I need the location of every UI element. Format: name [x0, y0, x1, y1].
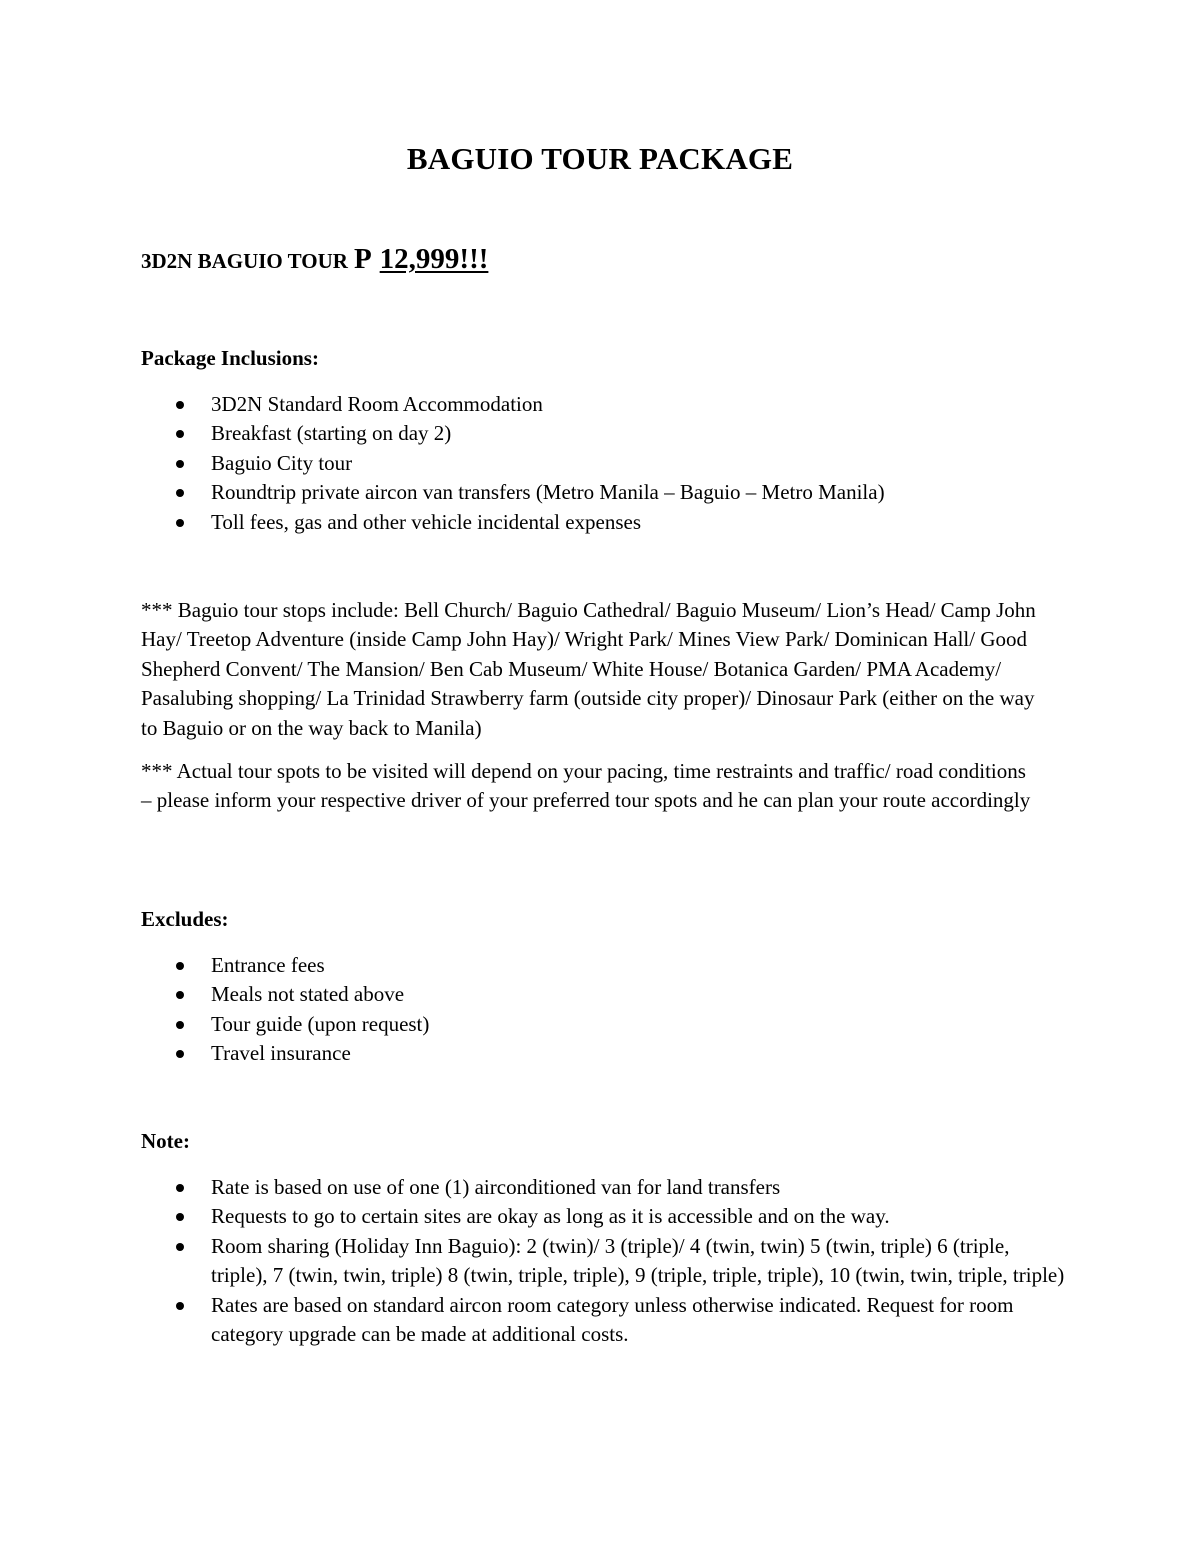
bullet-icon	[176, 1243, 184, 1251]
bullet-icon	[176, 1302, 184, 1310]
list-item	[141, 478, 1071, 507]
list-item-text: Tour guide (upon request)	[211, 1011, 430, 1036]
price-amount: 12,999!!!	[379, 243, 489, 275]
list-item-text: Toll fees, gas and other vehicle incidental expenses	[211, 509, 642, 534]
list-item	[141, 449, 1071, 478]
tour-spots-note-paragraph: *** Actual tour spots to be visited will depend on your pacing, time restraints and traffic/ road conditions – please inform your respective driver of your preferred tour spots and he can plan your route accordingly	[141, 759, 1031, 813]
note-heading: Note:	[141, 1129, 190, 1153]
bullet-icon	[176, 962, 184, 970]
inclusions-list	[141, 390, 1071, 537]
list-item	[141, 1010, 1071, 1039]
bullet-icon	[176, 430, 184, 438]
list-item	[141, 980, 1071, 1009]
bullet-icon	[176, 1050, 184, 1058]
list-item-text: Entrance fees	[211, 953, 325, 977]
excludes-heading: Excludes:	[141, 907, 229, 931]
list-item	[141, 1291, 1071, 1350]
bullet-icon	[176, 519, 184, 527]
list-item	[141, 419, 1071, 448]
bullet-icon	[176, 1213, 184, 1221]
list-item-text: Breakfast (starting on day 2)	[211, 421, 452, 446]
note-list	[141, 1173, 1071, 1349]
price-line	[141, 243, 488, 276]
list-item-text: Requests to go to certain sites are okay as long as it is accessible and on the way.	[211, 1204, 890, 1229]
price-currency: P	[353, 243, 372, 275]
bullet-icon	[176, 991, 184, 999]
bullet-icon	[176, 1184, 184, 1192]
list-item-text: Rates are based on standard aircon room category unless otherwise indicated. Request for room category upgrade can be made at additional costs.	[211, 1292, 1014, 1347]
bullet-icon	[176, 489, 184, 497]
tour-stops-paragraph: *** Baguio tour stops include: Bell Church/ Baguio Cathedral/ Baguio Museum/ Lion’s Head/ Camp John Hay/ Treetop Adventure (inside Camp John Hay)/ Wright Park/ Mines View Park/ Dominican Hall/ Good Shepherd Convent/ The Mansion/ Ben Cab Museum/ White House/ Botanica Garden/ PMA Academy/ Pasalubing shopping/ La Trinidad Strawberry farm (outside city proper)/ Dinosaur Park (either on the way to Baguio or on the way back to Manila)	[141, 598, 1036, 740]
bullet-icon	[176, 460, 184, 468]
list-item	[141, 1232, 1071, 1291]
excludes-list	[141, 951, 1071, 1069]
list-item	[141, 1202, 1071, 1231]
list-item-text: Rate is based on use of one (1) airconditioned van for land transfers	[211, 1175, 781, 1199]
list-item-text: Meals not stated above	[211, 982, 405, 1007]
list-item-text: 3D2N Standard Room Accommodation	[211, 392, 543, 416]
inclusions-heading: Package Inclusions:	[141, 346, 319, 370]
bullet-icon	[176, 1021, 184, 1029]
list-item-text: Roundtrip private aircon van transfers (Metro Manila – Baguio – Metro Manila)	[211, 480, 885, 505]
bullet-icon	[176, 401, 184, 409]
package-label: 3D2N BAGUIO TOUR	[141, 249, 348, 273]
list-item	[141, 951, 1071, 980]
list-item-text: Room sharing (Holiday Inn Baguio): 2 (twin)/ 3 (triple)/ 4 (twin, twin) 5 (twin, triple) 6 (triple, triple), 7 (twin, twin, triple) 8 (twin, triple, triple), 9 (triple, triple, triple), 10 (twin, twin, triple, triple)	[211, 1233, 1065, 1288]
list-item	[141, 1039, 1071, 1068]
document-title: BAGUIO TOUR PACKAGE	[406, 141, 794, 176]
list-item	[141, 390, 1071, 419]
list-item-text: Baguio City tour	[211, 450, 353, 475]
list-item-text: Travel insurance	[211, 1041, 351, 1066]
list-item	[141, 1173, 1071, 1202]
list-item	[141, 508, 1071, 537]
